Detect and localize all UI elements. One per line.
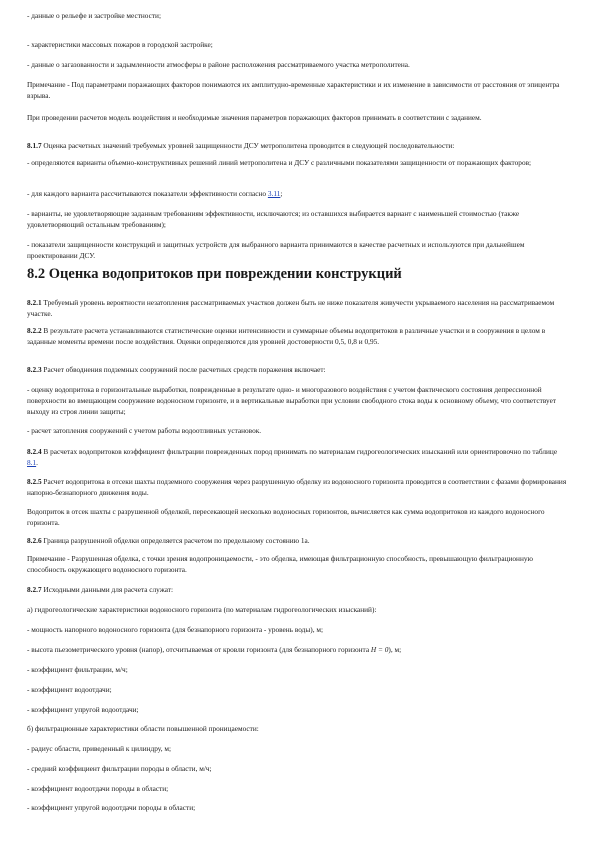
clause-paragraph: 8.2.7 Исходными данными для расчета служат: [27, 585, 174, 594]
list-item: - коэффициент упругой водоотдачи; [27, 705, 139, 714]
clause-paragraph: 8.2.3 Расчет обводнения подземных сооружений после расчетных средств поражения включает: [27, 365, 326, 374]
clause-number: 8.2.1 [27, 298, 42, 307]
list-item: - расчет затопления сооружений с учетом работы водоотливных установок. [27, 426, 262, 435]
clause-paragraph: 8.2.2 В результате расчета устанавливаются статистические оценки интенсивности и суммарные объемы водопритоков в различные участки и в сооружения в целом в заданные моменты времени после воздействия. Оценки определяются для уровней достоверности 0,5, 0,8 и 0,95. [27, 326, 546, 346]
paragraph: Водоприток в отсек шахты с разрушенной обделкой, пересекающей несколько водоносных горизонтов, вычисляется как сумма водопритоков из каждого водоносного горизонта. [27, 507, 545, 527]
paragraph: - данные о рельефе и застройке местности; [27, 11, 161, 20]
clause-number: 8.2.6 [27, 536, 42, 545]
clause-paragraph: 8.1.7 Оценка расчетных значений требуемых уровней защищенности ДСУ метрополитена проводится в следующей последовательности: [27, 141, 455, 150]
clause-number: 8.2.3 [27, 365, 42, 374]
list-item: - показатели защищенности конструкций и защитных устройств для выбранного варианта принимаются в качестве расчетных и используются при дальнейшем проектировании ДСУ. [27, 240, 525, 260]
section-heading: 8.2 Оценка водопритоков при повреждении конструкций [27, 266, 402, 282]
clause-number: 8.2.5 [27, 477, 42, 486]
list-item: - мощность напорного водоносного горизонта (для безнапорного горизонта - уровень воды), м; [27, 625, 323, 634]
clause-number: 8.2.4 [27, 447, 42, 456]
note-paragraph: Примечание - Разрушенная обделка, с точки зрения водопроницаемости, - это обделка, имеющая фильтрационную способность, превышающую фильтрационную способность окружающего водоносного горизонта. [27, 554, 533, 574]
list-item: - определяются варианты объемно-конструктивных решений линий метрополитена и ДСУ с различными показателями защищенности от поражающих факторов; [27, 158, 532, 167]
list-item: - высота пьезометрического уровня (напор), отсчитываемая от кровли горизонта (для безнапорного горизонта H = 0), м; [27, 645, 402, 654]
note-paragraph: Примечание - Под параметрами поражающих факторов понимаются их амплитудно-временные характеристики и их изменение в зависимости от расстояния от эпицентра взрыва. [27, 80, 560, 100]
clause-number: 8.1.7 [27, 141, 42, 150]
list-item: а) гидрогеологические характеристики водоносного горизонта (по материалам гидрогеологических изысканий): [27, 605, 377, 614]
list-item: - оценку водопритока в горизонтальные выработки, поврежденные в результате одно- и многоразового воздействия с учетом фактического состояния депрессионной поверхности во вмещающем сооружение водоносном горизонте, и в вертикальные выработки при условии свободного стока воды к основному объему, что соответствует выходу из строя линии защиты; [27, 385, 557, 416]
math-expression: H = 0 [370, 645, 389, 654]
list-item: - коэффициент фильтрации, м/ч; [27, 665, 128, 674]
clause-number: 8.2.2 [27, 326, 42, 335]
paragraph: - данные о загазованности и задымленности атмосферы в районе расположения рассматриваемого участка метрополитена. [27, 60, 410, 69]
list-item: - варианты, не удовлетворяющие заданным требованиям эффективности, исключаются; из оставшихся выбирается вариант с наименьшей стоимостью (также удовлетворяющий остальным требованиям); [27, 209, 520, 229]
list-item: - средний коэффициент фильтрации породы в области, м/ч; [27, 764, 212, 773]
clause-paragraph: 8.2.6 Граница разрушенной обделки определяется расчетом по предельному состоянию 1а. [27, 536, 310, 545]
table-link[interactable]: 8.1 [27, 458, 37, 467]
clause-link[interactable]: 3.11 [267, 189, 281, 198]
clause-number: 8.2.7 [27, 585, 42, 594]
list-item: - коэффициент водоотдачи породы в области; [27, 784, 169, 793]
list-item: - коэффициент водоотдачи; [27, 685, 112, 694]
clause-paragraph: 8.2.4 В расчетах водопритоков коэффициент фильтрации поврежденных пород принимать по материалам гидрогеологических изысканий или ориентировочно по таблице 8.1. [27, 447, 558, 467]
list-item: - радиус области, приведенный к цилиндру, м; [27, 744, 172, 753]
clause-paragraph: 8.2.5 Расчет водопритока в отсеки шахты подземного сооружения через разрушенную обделку из водоносного горизонта проводится в соответствии с фазами формирования напорно-безнапорного движения воды. [27, 477, 567, 497]
list-item: - для каждого варианта рассчитываются показатели эффективности согласно 3.11; [27, 189, 283, 198]
paragraph: При проведении расчетов модель воздействия и необходимые значения параметров поражающих факторов принимать в соответствии с заданием. [27, 113, 482, 122]
paragraph: - характеристики массовых пожаров в городской застройке; [27, 40, 213, 49]
list-item: - коэффициент упругой водоотдачи породы в области; [27, 803, 196, 812]
clause-paragraph: 8.2.1 Требуемый уровень вероятности незатопления рассматриваемых участков должен быть не ниже показателя живучести укрываемого населения на рассматриваемом участке. [27, 298, 555, 318]
list-item: б) фильтрационные характеристики области повышенной проницаемости: [27, 724, 259, 733]
